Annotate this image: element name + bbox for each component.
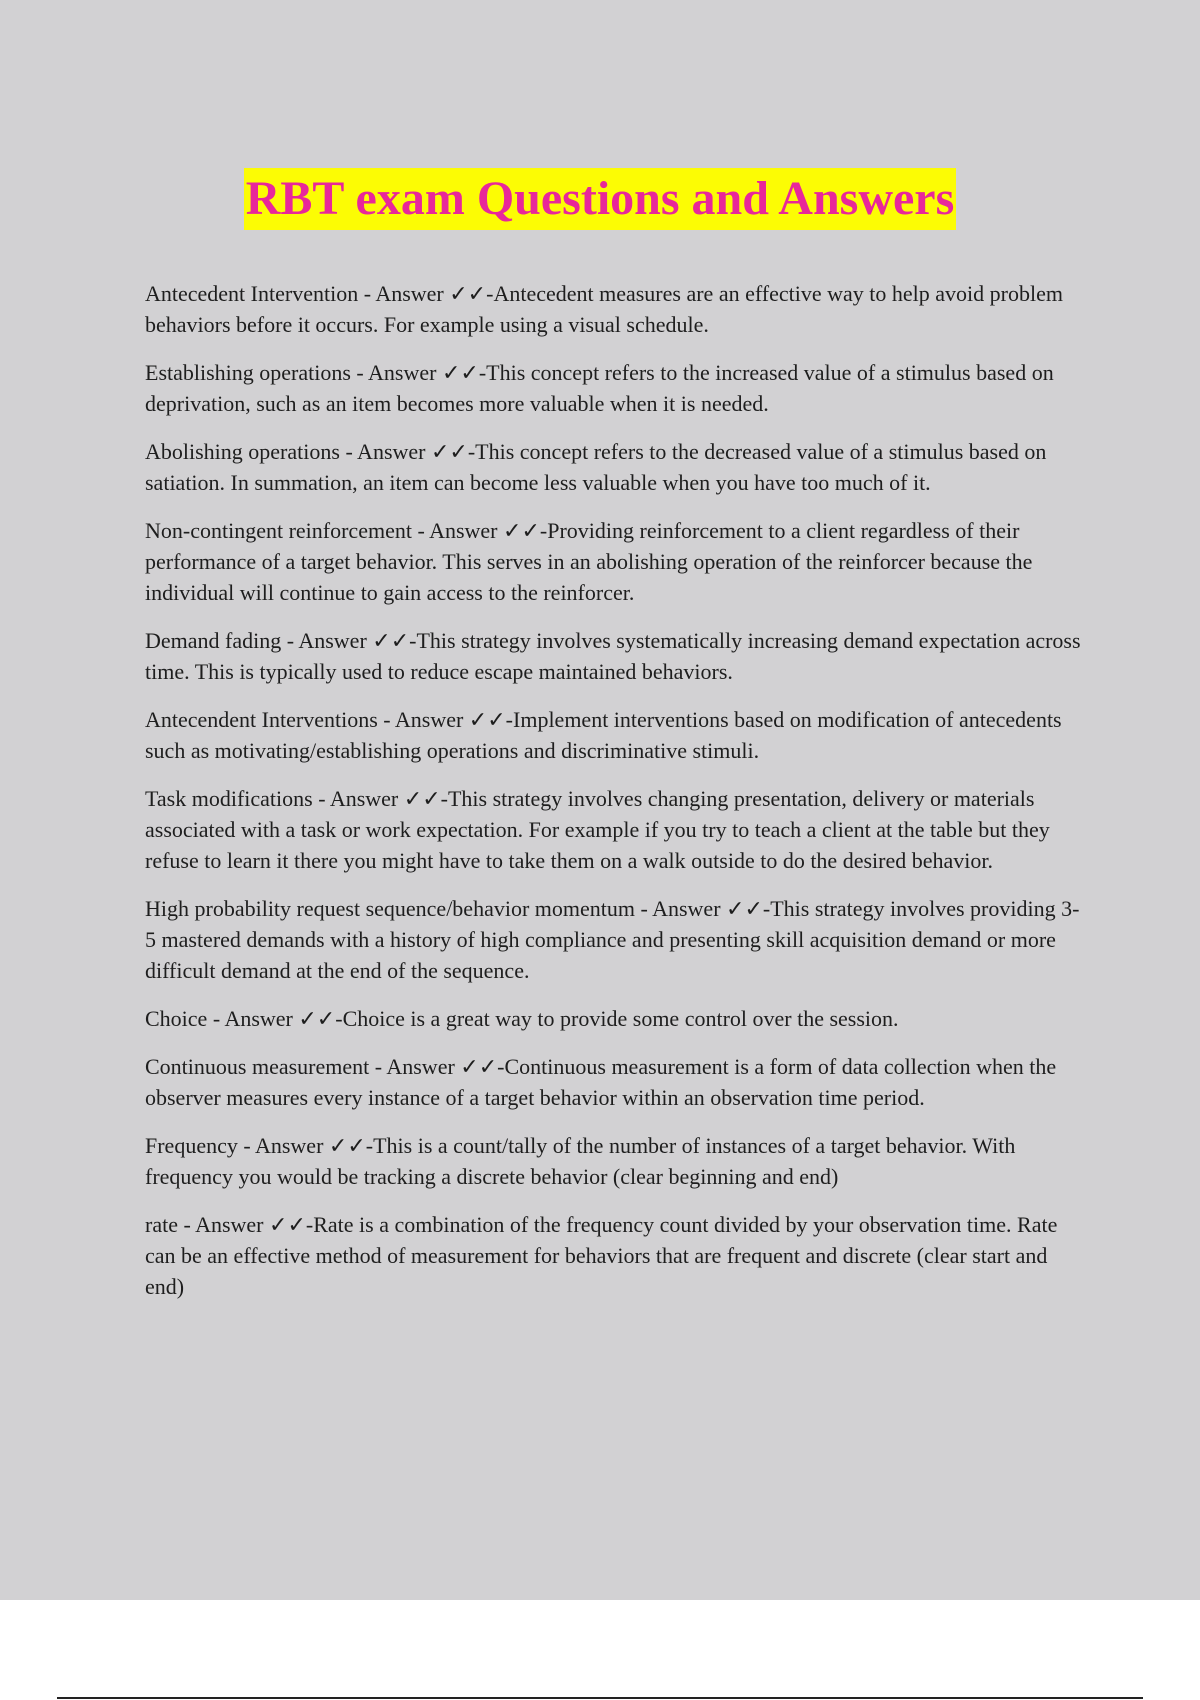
answer-separator: - Answer ✓✓- [377, 707, 513, 732]
document-title: RBT exam Questions and Answers [244, 168, 957, 230]
qa-term: Antecendent Interventions [145, 707, 378, 732]
qa-term: Antecedent Intervention [145, 281, 359, 306]
qa-term: Task modifications [145, 786, 313, 811]
answer-separator: - Answer ✓✓- [237, 1133, 374, 1158]
answer-separator: - Answer ✓✓- [369, 1054, 505, 1079]
qa-answer: This concept refers to the decreased value of a stimulus based on satiation. In summation, an item can become less valuable when you have too much of it. [145, 439, 1047, 495]
qa-term: Abolishing operations [145, 439, 340, 464]
qa-list [145, 278, 1085, 1319]
qa-term: Frequency [145, 1133, 238, 1158]
answer-separator: - Answer ✓✓- [358, 281, 494, 306]
qa-term: Demand fading [145, 628, 282, 653]
answer-separator: - Answer ✓✓- [281, 628, 417, 653]
qa-term: Continuous measurement [145, 1054, 370, 1079]
answer-separator: - Answer ✓✓- [207, 1006, 343, 1031]
qa-answer: Rate is a combination of the frequency count divided by your observation time. Rate can be an effective method of measurement for behaviors that are frequent and discrete (clear start and end) [145, 1212, 1058, 1299]
qa-answer: Providing reinforcement to a client regardless of their performance of a target behavior. This serves in an abolishing operation of the reinforcer because the individual will continue to gain access to the reinforcer. [145, 518, 1033, 605]
qa-answer: Continuous measurement is a form of data collection when the observer measures every instance of a target behavior within an observation time period. [145, 1054, 1057, 1110]
answer-separator: - Answer ✓✓- [339, 439, 476, 464]
qa-term: rate [145, 1212, 178, 1237]
qa-term: Non-contingent reinforcement [145, 518, 412, 543]
qa-item [145, 515, 1085, 608]
qa-answer: This strategy involves systematically increasing demand expectation across time. This is typically used to reduce escape maintained behaviors. [145, 628, 1081, 684]
qa-item [145, 357, 1085, 419]
qa-item [145, 783, 1085, 876]
qa-item [145, 1051, 1085, 1113]
qa-item [145, 1130, 1085, 1192]
qa-term: High probability request sequence/behavior momentum [145, 896, 635, 921]
answer-separator: - Answer ✓✓- [350, 360, 487, 385]
qa-item [145, 436, 1085, 498]
qa-answer: This is a count/tally of the number of instances of a target behavior. With frequency you would be tracking a discrete behavior (clear beginning and end) [145, 1133, 1016, 1189]
qa-item [145, 1209, 1085, 1302]
answer-separator: - Answer ✓✓- [312, 786, 448, 811]
qa-term: Choice [145, 1006, 208, 1031]
qa-answer: Antecedent measures are an effective way to help avoid problem behaviors before it occurs. For example using a visual schedule. [145, 281, 1063, 337]
qa-answer: This concept refers to the increased value of a stimulus based on deprivation, such as an item becomes more valuable when it is needed. [145, 360, 1054, 416]
qa-term: Establishing operations [145, 360, 351, 385]
qa-item [145, 704, 1085, 766]
answer-separator: - Answer ✓✓- [634, 896, 771, 921]
answer-separator: - Answer ✓✓- [177, 1212, 314, 1237]
qa-item [145, 625, 1085, 687]
qa-answer: This strategy involves providing 3-5 mastered demands with a history of high compliance and presenting skill acquisition demand or more difficult demand at the end of the sequence. [145, 896, 1080, 983]
qa-answer: Implement interventions based on modification of antecedents such as motivating/establishing operations and discriminative stimuli. [145, 707, 1062, 763]
footer-divider [57, 1697, 1143, 1699]
answer-separator: - Answer ✓✓- [411, 518, 548, 543]
qa-item [145, 1003, 1085, 1034]
qa-answer: Choice is a great way to provide some control over the session. [342, 1006, 899, 1031]
qa-item [145, 893, 1085, 986]
qa-item [145, 278, 1085, 340]
qa-answer: This strategy involves changing presentation, delivery or materials associated with a task or work expectation. For example if you try to teach a client at the table but they refuse to learn it there you might have to take them on a walk outside to do the desired behavior. [145, 786, 1050, 873]
title-container [0, 168, 1200, 230]
